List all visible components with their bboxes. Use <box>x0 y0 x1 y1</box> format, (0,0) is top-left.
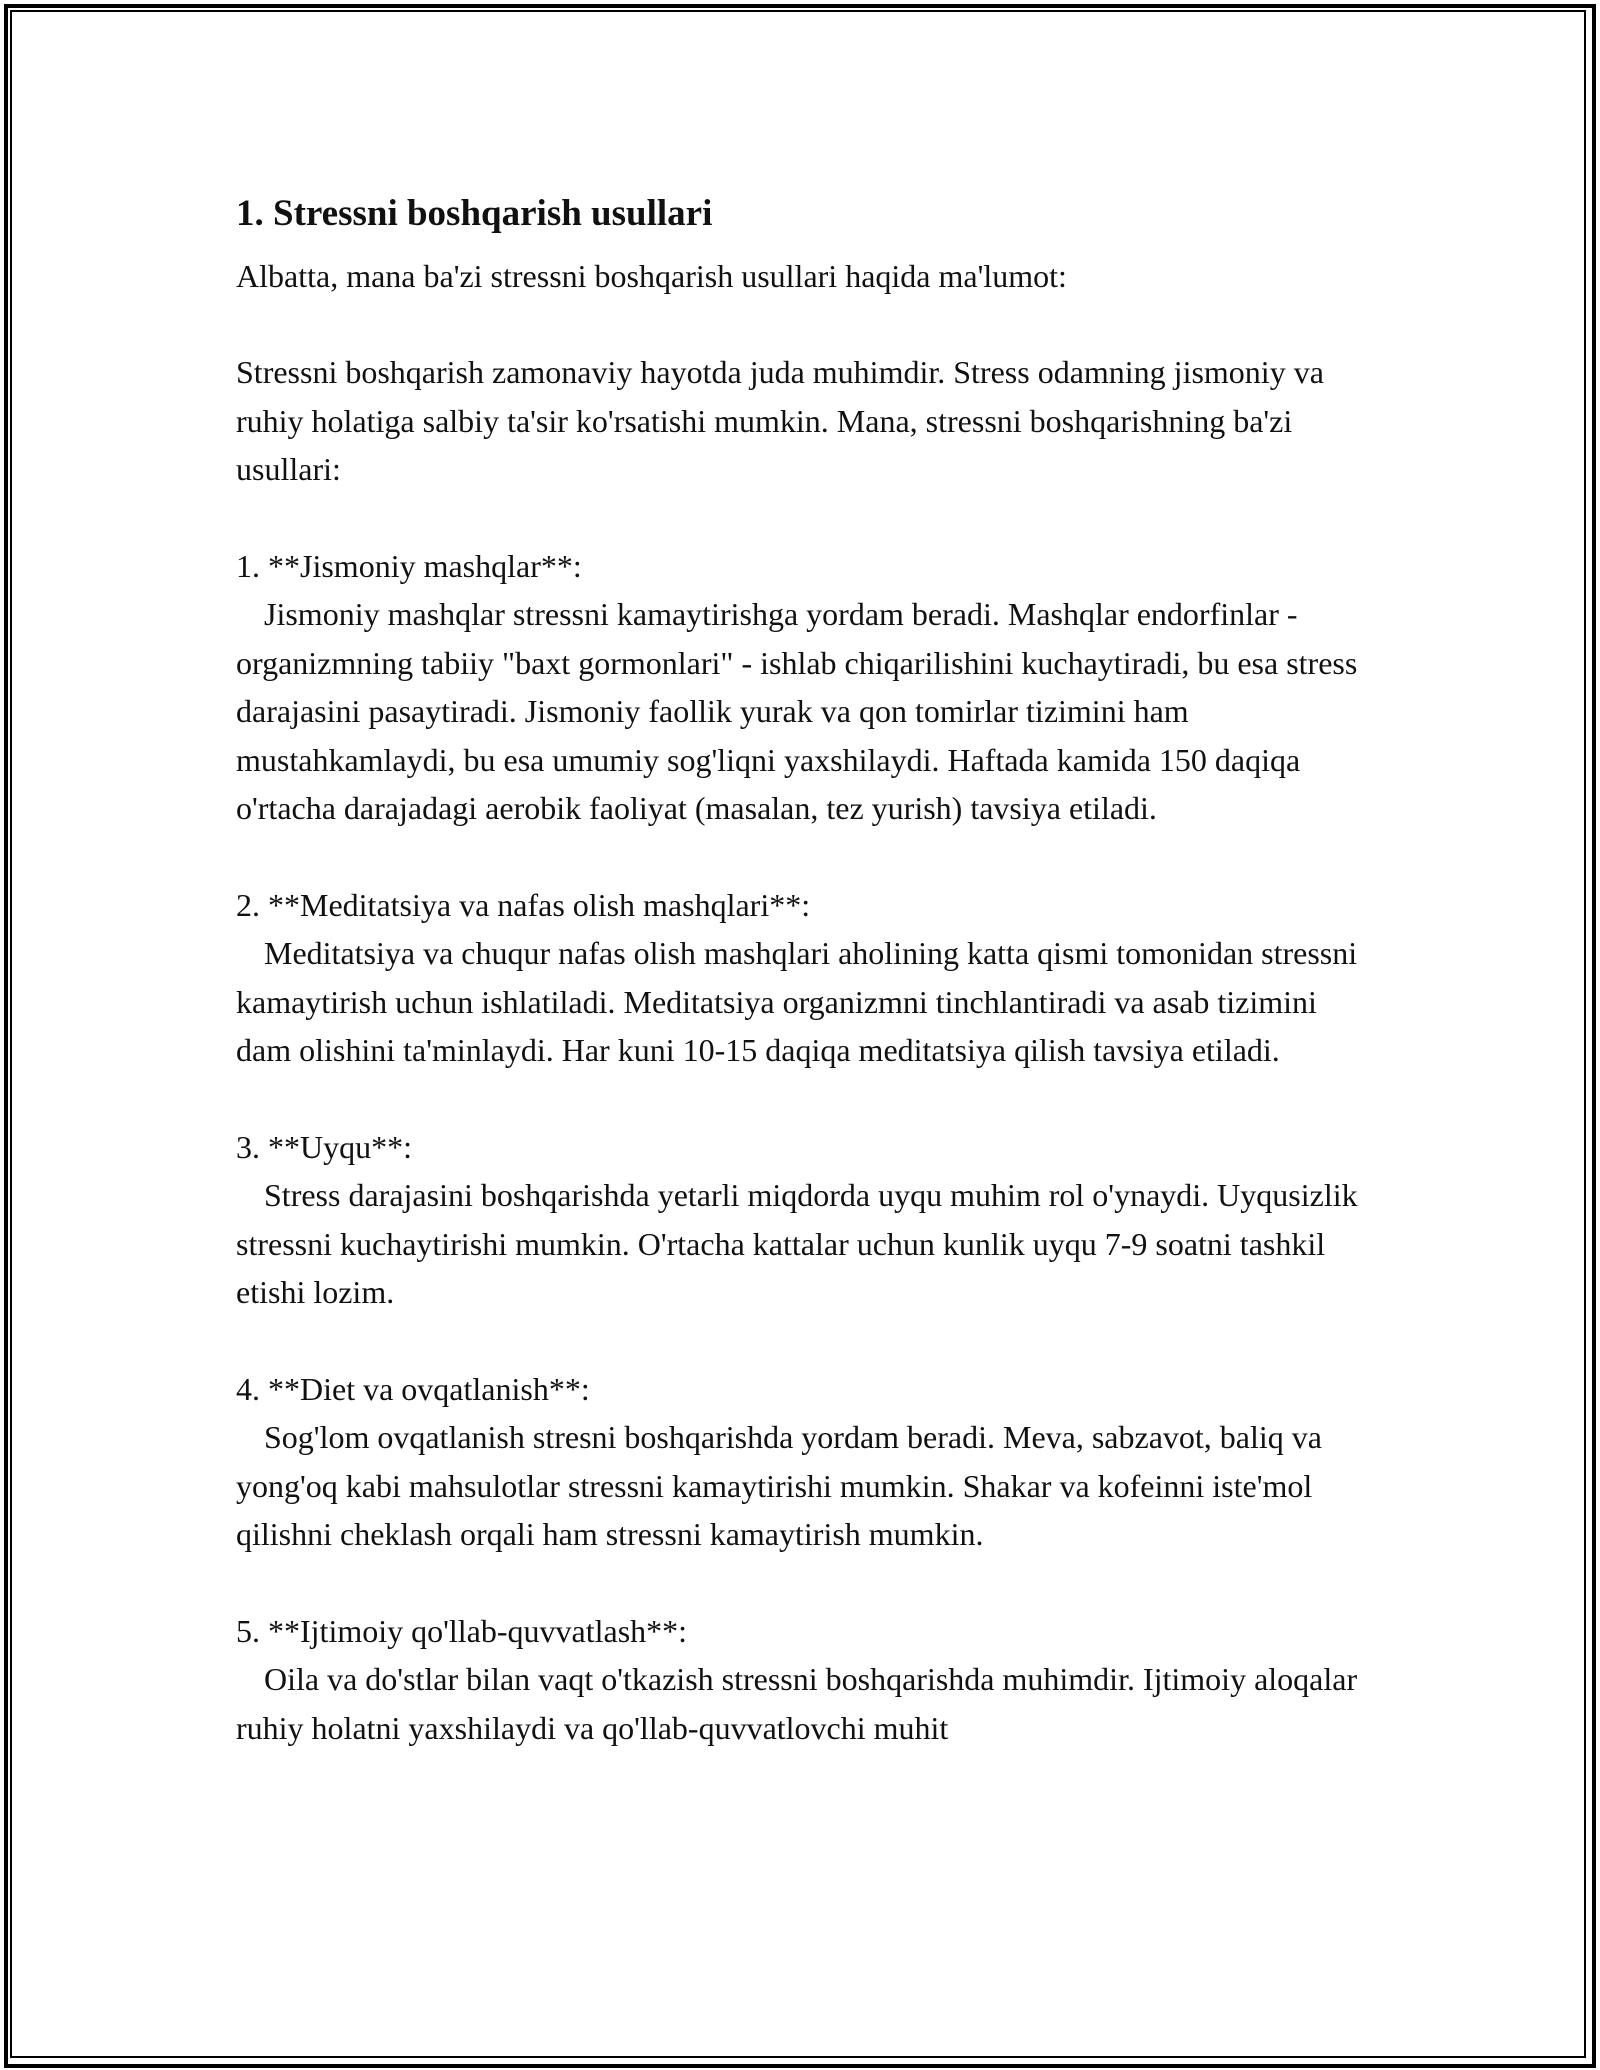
list-item-heading: 5. **Ijtimoiy qo'llab-quvvatlash**: <box>236 1612 688 1649</box>
list-item-diet <box>236 1365 1366 1559</box>
list-item-social-support <box>236 1607 1366 1753</box>
document-body <box>236 186 1366 1752</box>
list-item-physical-exercise <box>236 542 1366 833</box>
list-item-heading: 4. **Diet va ovqatlanish**: <box>236 1370 590 1407</box>
list-item-heading: 3. **Uyqu**: <box>236 1128 412 1165</box>
intro-text: Albatta, mana ba'zi stressni boshqarish usullari haqida ma'lumot: <box>236 258 1067 294</box>
list-item-body: Sog'lom ovqatlanish stresni boshqarishda yordam beradi. Meva, sabzavot, baliq va yong'oq kabi mahsulotlar stressni kamaytirishi mumkin. Shakar va kofeinni iste'mol qilishni cheklash orqali ham stressni kamaytirish mumkin. <box>236 1419 1322 1552</box>
list-item-body: Jismoniy mashqlar stressni kamaytirishga yordam beradi. Mashqlar endorfinlar - organizmning tabiiy "baxt gormonlari" - ishlab chiqarilishini kuchaytiradi, bu esa stress darajasini pasaytiradi. Jismoniy faollik yurak va qon tomirlar tizimini ham mustahkamlaydi, bu esa umumiy sog'liqni yaxshilaydi. Haftada kamida 150 daqiqa o'rtacha darajadagi aerobik faoliyat (masalan, tez yurish) tavsiya etiladi. <box>236 596 1358 826</box>
list-item-heading: 1. **Jismoniy mashqlar**: <box>236 547 582 584</box>
list-item-heading: 2. **Meditatsiya va nafas olish mashqlari**: <box>236 886 811 923</box>
list-item-sleep <box>236 1123 1366 1317</box>
list-item-body: Oila va do'stlar bilan vaqt o'tkazish stressni boshqarishda muhimdir. Ijtimoiy aloqalar ruhiy holatni yaxshilaydi va qo'llab-quvvatlovchi muhit <box>236 1661 1358 1746</box>
list-item-body: Stress darajasini boshqarishda yetarli miqdorda uyqu muhim rol o'ynaydi. Uyqusizlik stressni kuchaytirishi mumkin. O'rtacha kattalar uchun kunlik uyqu 7-9 soatni tashkil etishi lozim. <box>236 1177 1358 1310</box>
document-title: 1. Stressni boshqarish usullari <box>236 193 713 234</box>
intro-paragraph: Stressni boshqarish zamonaviy hayotda juda muhimdir. Stress odamning jismoniy va ruhiy holatiga salbiy ta'sir ko'rsatishi mumkin. Mana, stressni boshqarishning ba'zi usullari: <box>236 354 1324 487</box>
list-item-body: Meditatsiya va chuqur nafas olish mashqlari aholining katta qismi tomonidan stressni kamaytirish uchun ishlatiladi. Meditatsiya organizmni tinchlantiradi va asab tizimini dam olishini ta'minlaydi. Har kuni 10-15 daqiqa meditatsiya qilish tavsiya etiladi. <box>236 935 1358 1068</box>
list-item-meditation <box>236 881 1366 1075</box>
